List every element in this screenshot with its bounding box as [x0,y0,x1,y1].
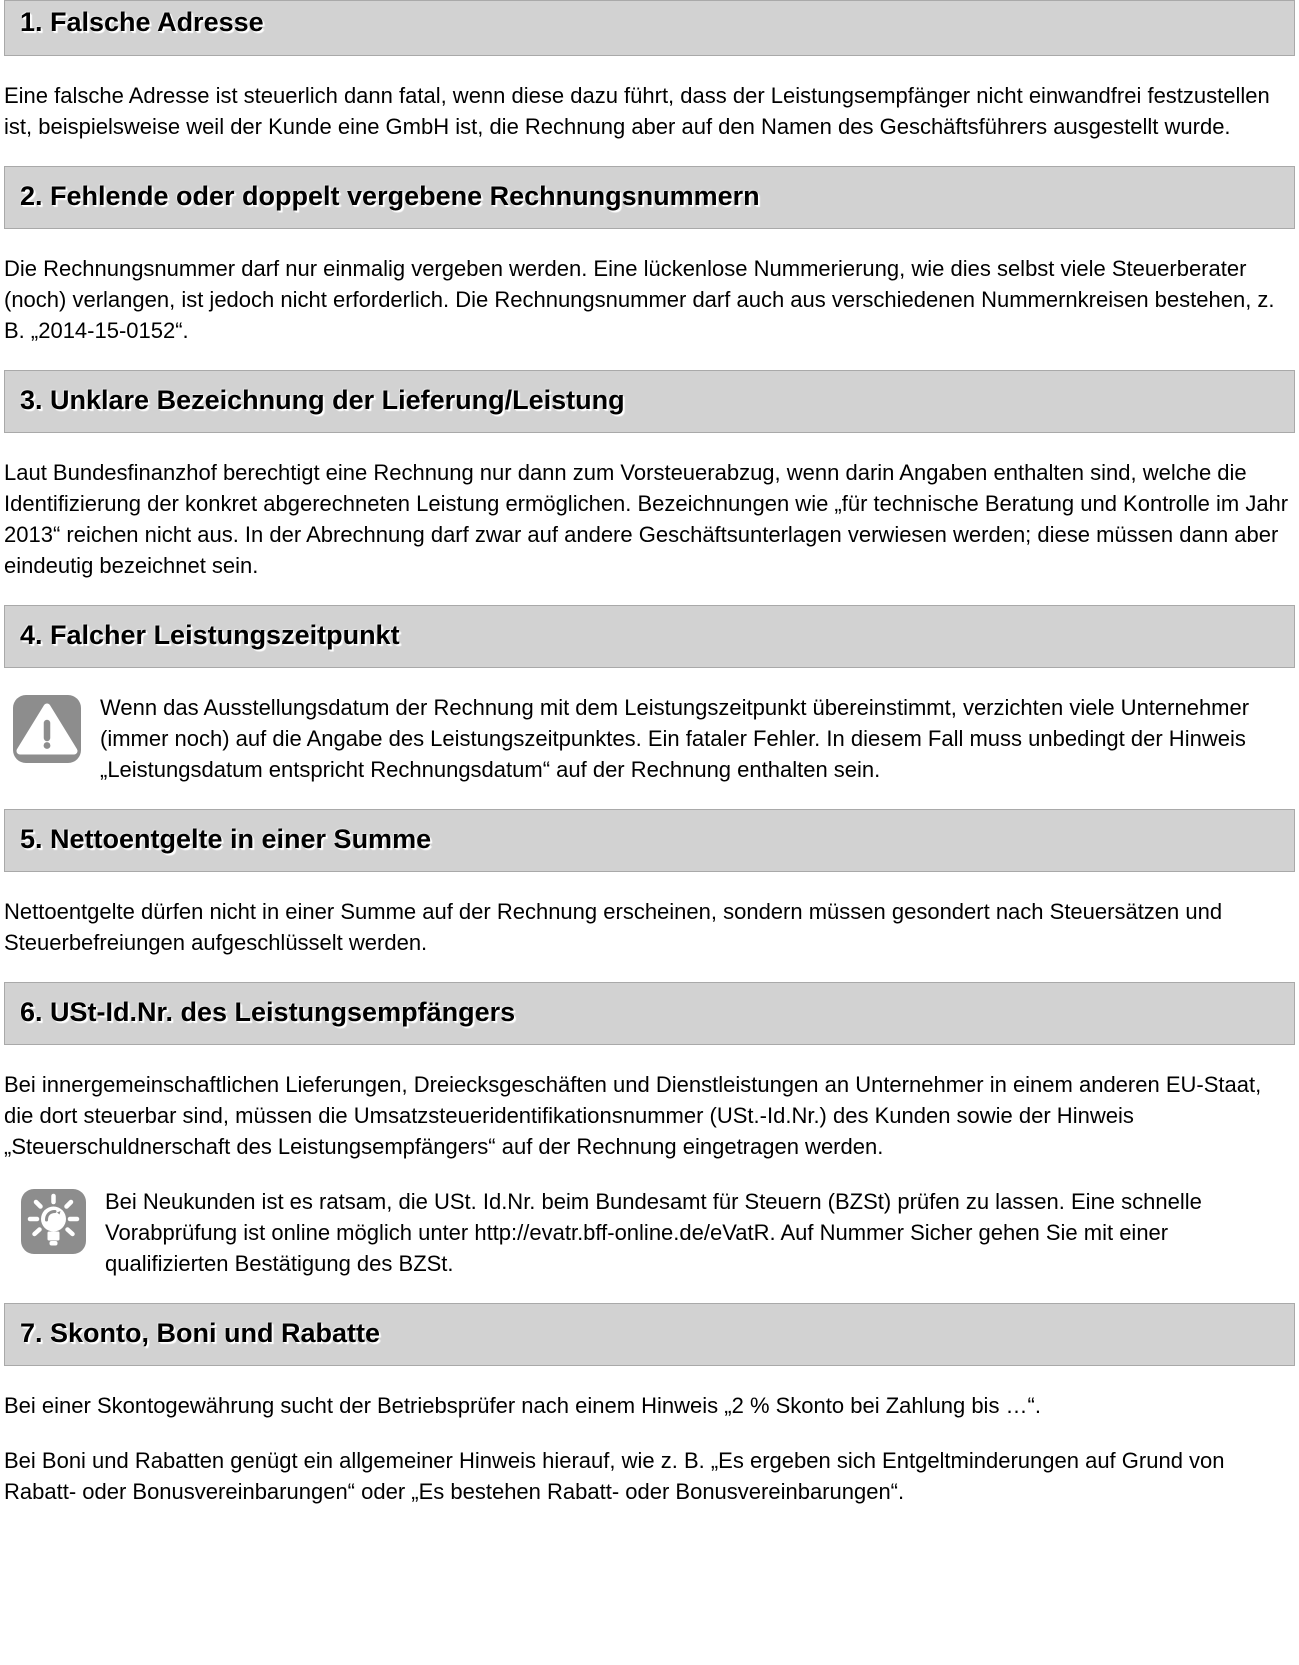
paragraph: Bei innergemeinschaftlichen Lieferungen, Dreiecksgeschäften und Dienstleistungen an Unternehmer in einem anderen EU-Staat, die dort steuerbar sind, müssen die Umsatzsteueridentifikationsnummer (USt.-Id.Nr.) des Kunden sowie der Hinweis „Steuerschuldnerschaft des Leistungsempfängers“ auf der Rechnung eingetragen werden. [4,1072,1262,1159]
paragraph: Die Rechnungsnummer darf nur einmalig vergeben werden. Eine lückenlose Nummerierung, wie dies selbst viele Steuerberater (noch) verlangen, ist jedoch nicht erforderlich. Die Rechnungsnummer darf auch aus verschiedenen Nummernkreisen bestehen, z. B. „2014-15-0152“. [4,256,1275,343]
tip-note-text: Bei Neukunden ist es ratsam, die USt. Id.Nr. beim Bundesamt für Steuern (BZSt) prüfen zu lassen. Eine schnelle Vorabprüfung ist online möglich unter http://evatr.bff-online.de/eVatR. Auf Nummer Sicher gehen Sie mit einer qualifizierten Bestätigung des BZSt. [105,1189,1202,1276]
section-heading-5: 5. Nettoentgelte in einer Summe [4,809,1295,872]
section-ust-idnr [0,982,1299,1279]
paragraph: Nettoentgelte dürfen nicht in einer Summe auf der Rechnung erscheinen, sondern müssen gesondert nach Steuersätzen und Steuerbefreiungen aufgeschlüsselt werden. [4,899,1223,955]
section-leistungszeitpunkt [0,605,1299,785]
paragraph: Eine falsche Adresse ist steuerlich dann fatal, wenn diese dazu führt, dass der Leistungsempfänger nicht einwandfrei festzustellen ist, beispielsweise weil der Kunde eine GmbH ist, die Rechnung aber auf den Namen des Geschäftsführers ausgestellt wurde. [4,83,1270,139]
paragraph: Bei Boni und Rabatten genügt ein allgemeiner Hinweis hierauf, wie z. B. „Es ergeben sich Entgeltminderungen auf Grund von Rabatt- oder Bonusvereinbarungen“ oder „Es bestehen Rabatt- oder Bonusvereinbarungen“. [4,1448,1225,1504]
section-falsche-adresse [0,0,1299,142]
lightbulb-icon [20,1188,87,1255]
paragraph: Bei einer Skontogewährung sucht der Betriebsprüfer nach einem Hinweis „2 % Skonto bei Zahlung bis …“. [4,1393,1041,1418]
warning-note [4,692,1291,785]
section-skonto-boni-rabatte [0,1303,1299,1507]
section-heading-7: 7. Skonto, Boni und Rabatte [4,1303,1295,1366]
section-nettoentgelte [0,809,1299,958]
section-bezeichnung-lieferung [0,370,1299,581]
section-heading-3: 3. Unklare Bezeichnung der Lieferung/Leistung [4,370,1295,433]
warning-note-text: Wenn das Ausstellungsdatum der Rechnung mit dem Leistungszeitpunkt übereinstimmt, verzichten viele Unternehmer (immer noch) auf die Angabe des Leistungszeitpunktes. Ein fataler Fehler. In diesem Fall muss unbedingt der Hinweis „Leistungsdatum entspricht Rechnungsdatum“ auf der Rechnung enthalten sein. [100,695,1250,782]
paragraph: Laut Bundesfinanzhof berechtigt eine Rechnung nur dann zum Vorsteuerabzug, wenn darin Angaben enthalten sind, welche die Identifizierung der konkret abgerechneten Leistung ermöglichen. Bezeichnungen wie „für technische Beratung und Kontrolle im Jahr 2013“ reichen nicht aus. In der Abrechnung darf zwar auf andere Geschäftsunterlagen verwiesen werden; diese müssen dann aber eindeutig bezeichnet sein. [4,460,1289,578]
section-heading-6: 6. USt-Id.Nr. des Leistungsempfängers [4,982,1295,1045]
section-heading-2: 2. Fehlende oder doppelt vergebene Rechnungsnummern [4,166,1295,229]
section-heading-4: 4. Falcher Leistungszeitpunkt [4,605,1295,668]
section-rechnungsnummern [0,166,1299,346]
section-heading-1: 1. Falsche Adresse [4,0,1295,56]
tip-note [4,1186,1291,1279]
warning-icon [12,694,82,764]
